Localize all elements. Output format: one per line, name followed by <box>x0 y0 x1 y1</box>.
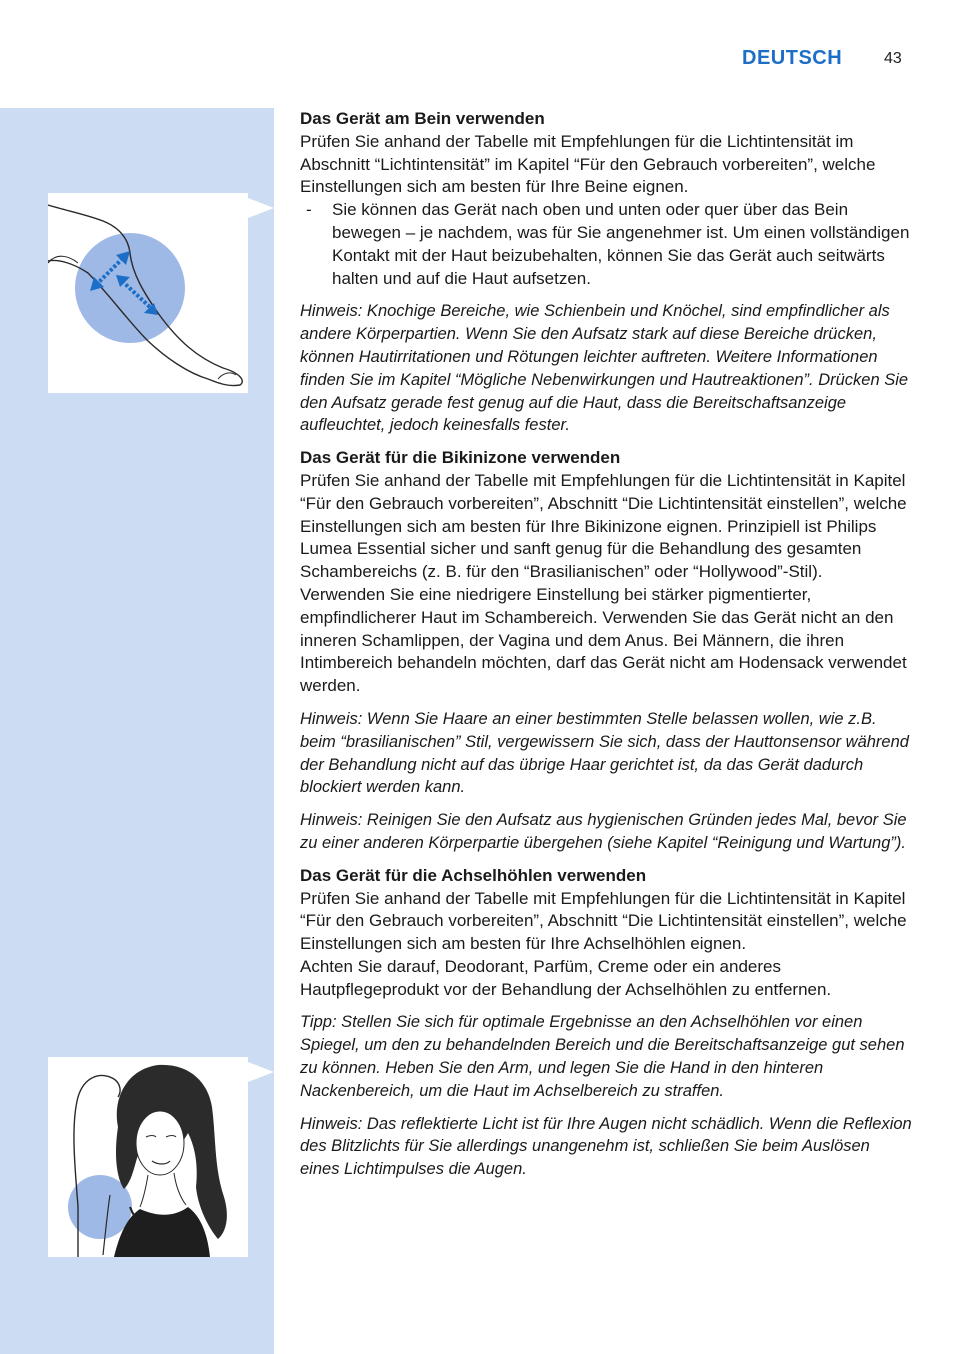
section-heading-bikini: Das Gerät für die Bikinizone verwenden <box>300 448 621 468</box>
page-number: 43 <box>884 50 902 67</box>
armpit-illustration <box>48 1057 248 1257</box>
leg-illustration-icon <box>48 193 248 393</box>
armpit-illustration-icon <box>48 1057 248 1257</box>
note: Hinweis: Knochige Bereiche, wie Schienbein und Knöchel, sind empfindlicher als andere Körperpartien. Wenn Sie den Aufsatz stark auf diese Bereiche drücken, können Hautirritationen und Rötungen leichter auftreten. Weitere Informationen finden Sie im Kapitel “Mögliche Nebenwirkungen und Hautreaktionen”. Drücken Sie den Aufsatz gerade fest genug auf die Haut, dass die Bereitschaftsanzeige aufleuchtet, jedoch keinesfalls fester. <box>300 302 909 435</box>
note: Hinweis: Das reflektierte Licht ist für Ihre Augen nicht schädlich. Wenn die Reflexion des Blitzlichts für Sie allerdings unangenehm ist, schließen Sie beim Auslösen eines Lichtimpulses die Augen. <box>300 1114 912 1179</box>
note: Hinweis: Wenn Sie Haare an einer bestimmten Stelle belassen wollen, wie z.B. beim “brasilianischen” Stil, vergewissern Sie sich, dass der Hauttonsensor während der Behandlung nicht auf das übrige Haar gerichtet ist, da das Gerät dadurch blockiert werden kann. <box>300 709 909 797</box>
section-heading-leg: Das Gerät am Bein verwenden <box>300 109 545 128</box>
language-label: DEUTSCH <box>742 47 843 69</box>
paragraph: Prüfen Sie anhand der Tabelle mit Empfehlungen für die Lichtintensität in Kapitel “Für den Gebrauch vorbereiten”, Abschnitt “Die Lichtintensität einstellen”, welche Einstellungen sich am besten für Ihre Achselhöhlen eignen. <box>300 888 907 954</box>
main-content <box>300 108 912 1181</box>
paragraph: Achten Sie darauf, Deodorant, Parfüm, Creme oder ein anderes Hautpflegeprodukt vor der Behandlung der Achselhöhlen zu entfernen. <box>300 956 832 999</box>
paragraph: Prüfen Sie anhand der Tabelle mit Empfehlungen für die Lichtintensität in Kapitel “Für den Gebrauch vorbereiten”, Abschnitt “Die Lichtintensität einstellen”, welche Einstellungen sich am besten für Ihre Bikinizone eignen. Prinzipiell ist Philips Lumea Essential sicher und sanft genug für die Behandlung des gesamten Schambereichs (z. B. für den “Brasilianischen” oder “Hollywood”-Stil). Verwenden Sie eine niedrigere Einstellung bei stärker pigmentierter, empfindlicherer Haut im Schambereich. Verwenden Sie das Gerät nicht an den inneren Schamlippen, der Vagina und dem Anus. Bei Männern, die ihren Intimbereich behandeln möchten, darf das Gerät nicht am Hodensack verwendet werden. <box>300 470 907 696</box>
figure-pointer <box>248 1062 274 1082</box>
section-heading-armpit: Das Gerät für die Achselhöhlen verwenden <box>300 865 647 885</box>
bullet-marker: - <box>306 200 312 220</box>
figure-pointer <box>248 198 274 218</box>
bullet-text: Sie können das Gerät nach oben und unten oder quer über das Bein bewegen – je nachdem, was für Sie angenehmer ist. Um einen vollständigen Kontakt mit der Haut beizubehalten, können Sie das Gerät auch seitwärts halten und auf die Haut aufsetzen. <box>332 200 910 288</box>
note: Hinweis: Reinigen Sie den Aufsatz aus hygienischen Gründen jedes Mal, bevor Sie zu einer anderen Körperpartie übergehen (siehe Kapitel “Reinigung und Wartung”). <box>300 811 907 852</box>
paragraph: Prüfen Sie anhand der Tabelle mit Empfehlungen für die Lichtintensität im Abschnitt “Lichtintensität” im Kapitel “Für den Gebrauch vorbereiten”, welche Einstellungen sich am besten für Ihre Beine eignen. <box>300 131 876 197</box>
leg-illustration <box>48 193 248 393</box>
tip: Tipp: Stellen Sie sich für optimale Ergebnisse an den Achselhöhlen vor einen Spiegel, um den zu behandelnden Bereich und die Bereitschaftsanzeige gut sehen zu können. Heben Sie den Arm, und legen Sie die Hand in den hinteren Nackenbereich, um die Haut im Achselbereich zu straffen. <box>300 1013 905 1100</box>
bullet-item <box>300 199 912 290</box>
